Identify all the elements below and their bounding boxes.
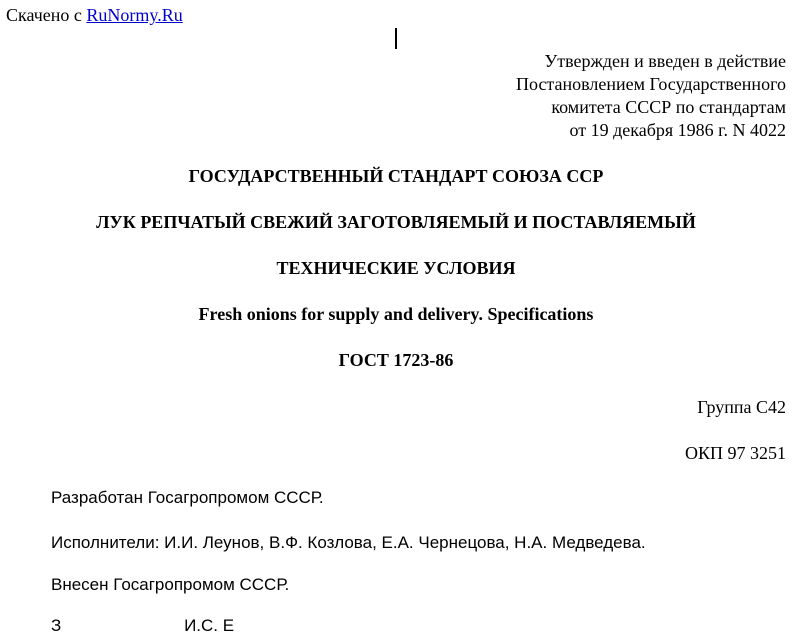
product-title: ЛУК РЕПЧАТЫЙ СВЕЖИЙ ЗАГОТОВЛЯЕМЫЙ И ПОСТАВЛЯЕМЫЙ [96,212,696,232]
downloaded-prefix: Скачено с [6,5,82,25]
spec-heading: ТЕХНИЧЕСКИЕ УСЛОВИЯ [276,258,516,278]
submitted-by: Внесен Госагропромом СССР. [51,575,290,594]
developed-by: Разработан Госагропромом СССР. [51,488,324,507]
approval-line-4: от 19 декабря 1986 г. N 4022 [569,120,786,140]
okp-code: ОКП 97 3251 [684,443,786,463]
approval-block [516,50,786,142]
group-code: Группа С42 [697,397,786,417]
authors: Исполнители: И.И. Леунов, В.Ф. Козлова, Е.А. Чернецова, Н.А. Медведева. [51,533,646,552]
site-link[interactable]: RuNormy.Ru [86,5,183,25]
download-source [6,5,183,26]
partial-line: З И.С. Е [51,616,235,635]
approval-line-3: комитета СССР по стандартам [551,97,786,117]
text-cursor [395,28,397,49]
approval-line-1: Утвержден и введен в действие [544,51,786,71]
approval-line-2: Постановлением Государственного [516,74,786,94]
gost-number: ГОСТ 1723-86 [338,350,454,370]
english-title: Fresh onions for supply and delivery. Specifications [198,304,594,324]
standard-union-heading: ГОСУДАРСТВЕННЫЙ СТАНДАРТ СОЮЗА ССР [188,166,604,186]
